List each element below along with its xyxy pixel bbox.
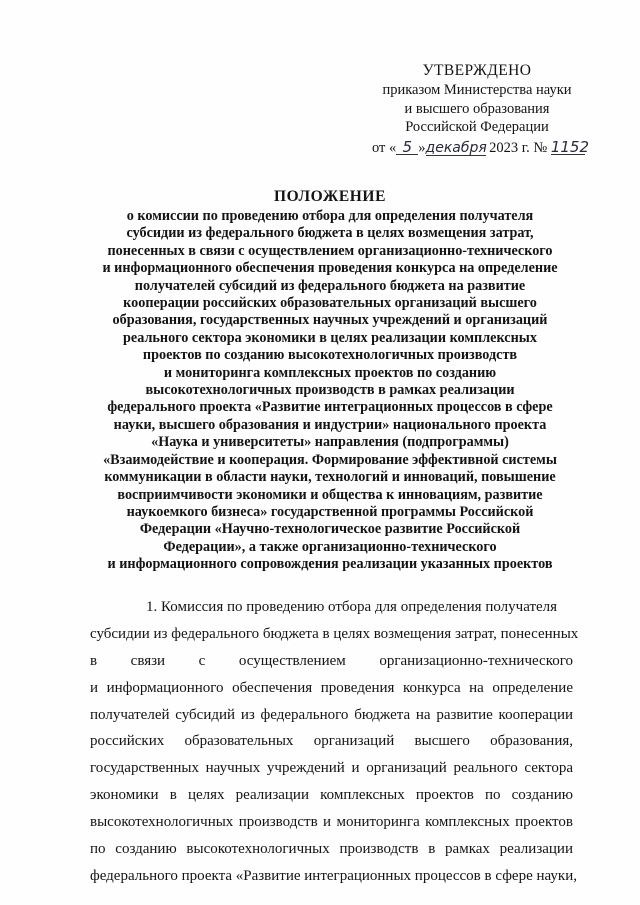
- subtitle-line: о комиссии по проведению отбора для определения получателя: [126, 208, 534, 224]
- body-line: субсидии из федерального бюджета в целях возмещения затрат, понесенных: [90, 625, 579, 642]
- body-line: государственных научных учреждений и организаций реального сектора: [90, 760, 573, 777]
- subtitle-line: получателей субсидий из федерального бюджета на развитие: [134, 277, 526, 294]
- subtitle-line: восприимчивости экономики и общества к инновациям, развитие: [117, 486, 543, 503]
- date-prefix: от «: [372, 139, 397, 156]
- document-title: ПОЛОЖЕНИЕ: [273, 188, 387, 205]
- approval-line-3: Российской Федерации: [405, 119, 549, 135]
- subtitle-line: кооперации российских образовательных организаций высшего: [123, 295, 537, 312]
- subtitle-line: науки, высшего образования и индустрии» национального проекта: [113, 416, 547, 433]
- body-line: федерального проекта «Развитие интеграционных процессов в сфере науки,: [90, 867, 577, 884]
- subtitle-line: федерального проекта «Развитие интеграционных процессов в сфере: [107, 399, 553, 416]
- subtitle-line: понесенных в связи с осуществлением организационно-технического: [107, 242, 553, 259]
- approval-line-2: и высшего образования: [404, 100, 550, 117]
- subtitle-line: коммуникации в области науки, технологий и инноваций, повышение: [104, 469, 556, 486]
- body-line: 1. Комиссия по проведению отбора для определения получателя: [146, 599, 558, 615]
- subtitle-line: проектов по созданию высокотехнологичных производств: [142, 347, 518, 364]
- subtitle-line: субсидии из федерального бюджета в целях возмещения затрат,: [126, 225, 534, 242]
- handwritten-month: декабря: [425, 139, 487, 156]
- body-line: российских образовательных организаций высшего образования,: [90, 733, 573, 750]
- approval-heading: УТВЕРЖДЕНО: [422, 62, 532, 79]
- subtitle-line: образования, государственных научных учреждений и организаций: [112, 312, 548, 329]
- date-year: 2023 г. №: [489, 139, 548, 156]
- body-line: в связи с осуществлением организационно-технического: [90, 652, 573, 669]
- body-line: и информационного обеспечения проведения конкурса на определение: [90, 679, 573, 696]
- approval-date-line: [372, 137, 589, 159]
- subtitle-line: «Наука и университеты» направления (подпрограммы): [151, 434, 509, 451]
- handwritten-day: 5: [396, 140, 418, 155]
- subtitle-line: наукоемкого бизнеса» государственной программы Российской: [126, 503, 534, 520]
- subtitle-line: реального сектора экономики в целях реализации комплексных: [123, 329, 537, 346]
- subtitle-line: Федерации», а также организационно-технического: [163, 538, 497, 555]
- body-line: экономики в целях реализации комплексных проектов по созданию: [90, 787, 573, 804]
- body-line: высокотехнологичных производств и мониторинга комплексных проектов: [90, 814, 573, 831]
- subtitle-line: и информационного обеспечения проведения конкурса на определение: [102, 260, 558, 277]
- date-mid: »: [418, 139, 426, 156]
- document-subtitle: [60, 208, 600, 574]
- body-line: получателей субсидий из федерального бюджета на развитие кооперации: [90, 706, 573, 723]
- handwritten-order-number: 1152: [550, 137, 589, 156]
- approval-block: [372, 60, 589, 159]
- subtitle-line: высокотехнологичных производств в рамках реализации: [145, 382, 515, 399]
- subtitle-line: и мониторинга комплексных проектов по созданию: [163, 364, 497, 381]
- approval-line-1: приказом Министерства науки: [382, 82, 572, 98]
- subtitle-line: Федерации «Научно-технологическое развитие Российской: [139, 521, 521, 538]
- body-line: по созданию высокотехнологичных производств в рамках реализации: [90, 841, 573, 858]
- subtitle-line: «Взаимодействие и кооперация. Формирование эффективной системы: [103, 451, 557, 468]
- body-paragraph: [90, 594, 579, 890]
- subtitle-line: и информационного сопровождения реализации указанных проектов: [107, 556, 553, 573]
